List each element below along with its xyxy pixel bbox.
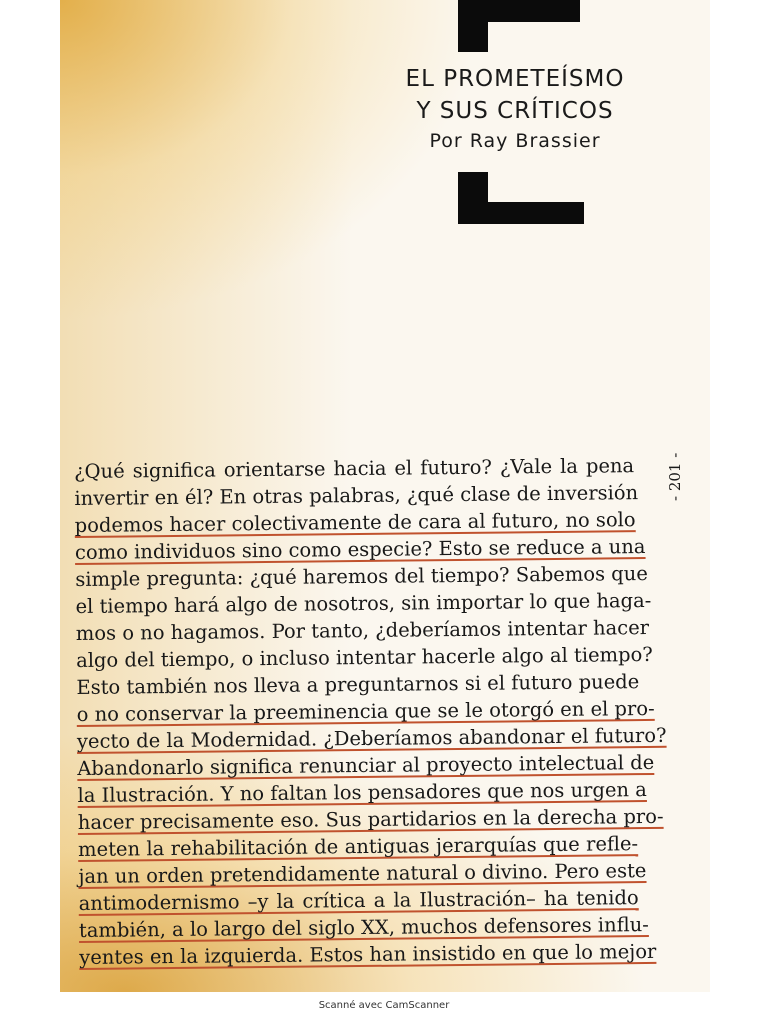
scanner-watermark: Scanné avec CamScanner bbox=[318, 1000, 450, 1011]
body-line-underlined: la Ilustración. Y no faltan los pensadores que nos urgen a bbox=[77, 778, 647, 807]
scanned-page bbox=[60, 0, 710, 992]
chapter-title-line-1: EL PROMETEÍSMO bbox=[405, 66, 625, 92]
body-line: simple pregunta: ¿qué haremos del tiempo? Sabemos que bbox=[75, 561, 648, 591]
chapter-author: Por Ray Brassier bbox=[429, 130, 601, 152]
body-line-underlined: también, a lo largo del siglo XX, muchos defensores influ- bbox=[78, 913, 649, 942]
body-line: ¿Qué significa orientarse hacia el futuro? ¿Vale la pena bbox=[74, 454, 635, 483]
body-line-underlined: meten la rehabilitación de antiguas jerarquías que refle- bbox=[77, 832, 639, 861]
body-line: el tiempo hará algo de nosotros, sin importar lo que haga- bbox=[75, 588, 652, 618]
body-line-underlined: podemos hacer colectivamente de cara al futuro, no solo bbox=[74, 508, 636, 537]
body-line: algo del tiempo, o incluso intentar hacerle algo al tiempo? bbox=[76, 642, 653, 672]
bottom-bracket-bar bbox=[458, 202, 584, 224]
body-line-underlined: yentes en la izquierda. Estos han insistido en que lo mejor bbox=[79, 939, 657, 969]
body-line-underlined: o no conservar la preeminencia que se le otorgó en el pro- bbox=[76, 696, 655, 726]
chapter-title-line-2: Y SUS CRÍTICOS bbox=[416, 98, 614, 124]
top-bracket-stem bbox=[458, 0, 488, 52]
body-line-underlined: como individuos sino como especie? Esto se reduce a una bbox=[74, 535, 646, 564]
body-line-underlined: Abandonarlo significa renunciar al proyecto intelectual de bbox=[77, 750, 655, 780]
body-line-underlined: jan un orden pretendidamente natural o divino. Pero este bbox=[78, 859, 647, 888]
body-line: Esto también nos lleva a preguntarnos si el futuro puede bbox=[76, 670, 640, 699]
body-text bbox=[74, 452, 667, 971]
page-number: - 201 - bbox=[666, 452, 684, 502]
body-line: invertir en él? En otras palabras, ¿qué clase de inversión bbox=[74, 481, 639, 510]
body-line-underlined: antimodernismo –y la crítica a la Ilustración– ha tenido bbox=[78, 886, 639, 915]
body-line-underlined: yecto de la Modernidad. ¿Deberíamos abandonar el futuro? bbox=[76, 723, 667, 753]
body-line-underlined: hacer precisamente eso. Sus partidarios en la derecha pro- bbox=[77, 804, 664, 834]
body-line: mos o no hagamos. Por tanto, ¿deberíamos intentar hacer bbox=[75, 615, 650, 645]
